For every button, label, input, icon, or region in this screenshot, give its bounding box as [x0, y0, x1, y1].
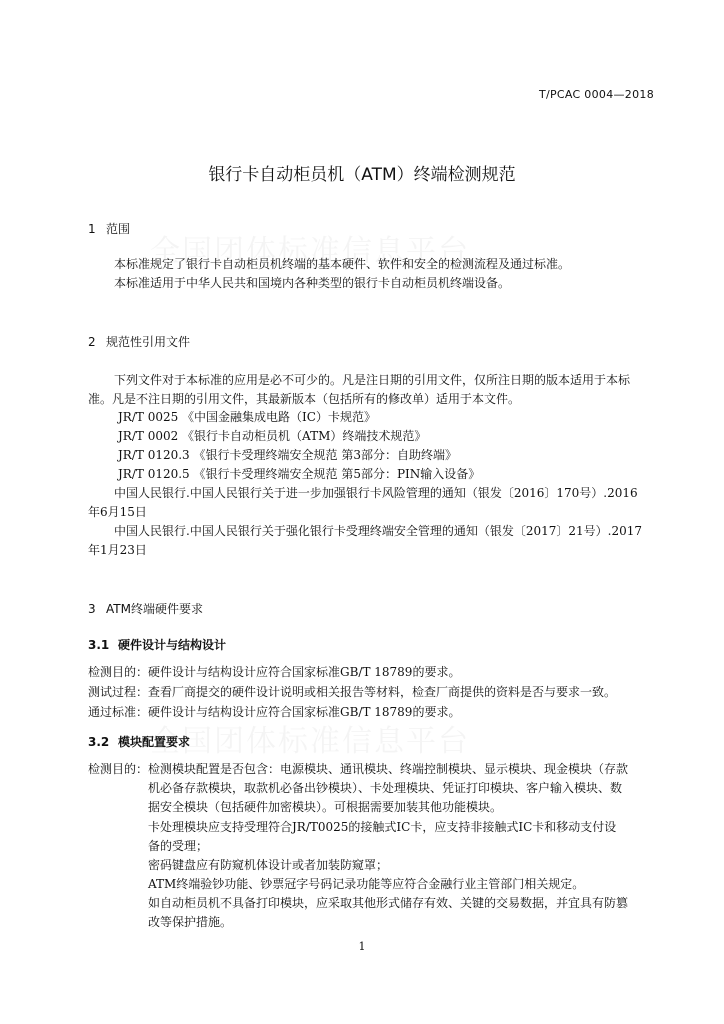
- section-title: ATM终端硬件要求: [106, 602, 203, 616]
- reference-item: JR/T 0002 《银行卡自动柜员机（ATM）终端技术规范》: [118, 429, 427, 443]
- print-module-requirement: 如自动柜员机不具备打印模块，应采取其他形式储存有效、关键的交易数据，并宜具有防篡: [148, 896, 629, 910]
- test-purpose-label: 检测目的：: [88, 762, 149, 776]
- subsection-3-2-heading: [88, 733, 190, 750]
- section-title: 范围: [106, 222, 131, 236]
- atm-function-requirement: ATM终端验钞功能、钞票冠字号码记录功能等应符合金融行业主管部门相关规定。: [148, 877, 585, 891]
- card-module-requirement: 卡处理模块应支持受理符合JR/T0025的接触式IC卡，应支持非接触式IC卡和移动支付设: [148, 820, 617, 834]
- reference-item: JR/T 0120.5 《银行卡受理终端安全规范 第5部分：PIN输入设备》: [118, 467, 481, 481]
- reference-item: 中国人民银行.中国人民银行关于进一步加强银行卡风险管理的通知（银发〔2016〕170号）.2016: [114, 486, 638, 500]
- pass-criteria: 通过标准：硬件设计与结构设计应符合国家标准GB/T 18789的要求。: [88, 705, 461, 719]
- section-number: 3: [88, 602, 96, 616]
- test-process: 测试过程：查看厂商提交的硬件设计说明或相关报告等材料，检查厂商提供的资料是否与要求一致。: [88, 685, 617, 699]
- reference-item: 中国人民银行.中国人民银行关于强化银行卡受理终端安全管理的通知（银发〔2017〕21号）.2017: [114, 524, 642, 538]
- subsection-number: 3.2: [88, 735, 110, 749]
- page-number: 1: [358, 940, 366, 953]
- test-purpose: 检测目的：硬件设计与结构设计应符合国家标准GB/T 18789的要求。: [88, 665, 461, 679]
- subsection-3-1-heading: [88, 636, 226, 653]
- reference-item: JR/T 0025 《中国金融集成电路（IC）卡规范》: [118, 410, 376, 424]
- paragraph: 本标准适用于中华人民共和国境内各种类型的银行卡自动柜员机终端设备。: [114, 276, 511, 290]
- section-number: 1: [88, 222, 96, 236]
- test-purpose-line: 据安全模块（包括硬件加密模块）。可根据需要加装其他功能模块。: [148, 800, 503, 814]
- print-module-requirement-continued: 改等保护措施。: [148, 915, 233, 929]
- subsection-number: 3.1: [88, 638, 110, 652]
- pinpad-requirement: 密码键盘应有防窥机体设计或者加装防窥罩；: [148, 858, 389, 872]
- section-2-heading: [88, 333, 190, 350]
- section-number: 2: [88, 335, 96, 349]
- section-title: 规范性引用文件: [106, 335, 191, 349]
- test-purpose-line: 机必备存款模块，取款机必备出钞模块）、卡处理模块、凭证打印模块、客户输入模块、数: [148, 781, 623, 795]
- paragraph: 本标准规定了银行卡自动柜员机终端的基本硬件、软件和安全的检测流程及通过标准。: [114, 257, 571, 271]
- paragraph-line: 下列文件对于本标准的应用是必不可少的。凡是注日期的引用文件，仅所注日期的版本适用于本标: [114, 373, 631, 387]
- test-purpose-line: 检测模块配置是否包含：电源模块、通讯模块、终端控制模块、显示模块、现金模块（存款: [148, 762, 629, 776]
- subsection-title: 硬件设计与结构设计: [118, 638, 227, 652]
- reference-item: JR/T 0120.3 《银行卡受理终端安全规范 第3部分：自助终端》: [118, 448, 457, 462]
- card-module-requirement-continued: 备的受理；: [148, 839, 209, 853]
- watermark-bottom: [150, 716, 470, 760]
- reference-item-continued: 年6月15日: [88, 505, 147, 519]
- section-3-heading: [88, 600, 203, 617]
- section-1-heading: [88, 220, 130, 237]
- subsection-title: 模块配置要求: [118, 735, 191, 749]
- paragraph-line: 准。凡是不注日期的引用文件，其最新版本（包括所有的修改单）适用于本文件。: [88, 392, 521, 406]
- reference-item-continued: 年1月23日: [88, 543, 147, 557]
- document-title: 银行卡自动柜员机（ATM）终端检测规范: [208, 165, 516, 185]
- document-code: T/PCAC 0004—2018: [538, 88, 654, 101]
